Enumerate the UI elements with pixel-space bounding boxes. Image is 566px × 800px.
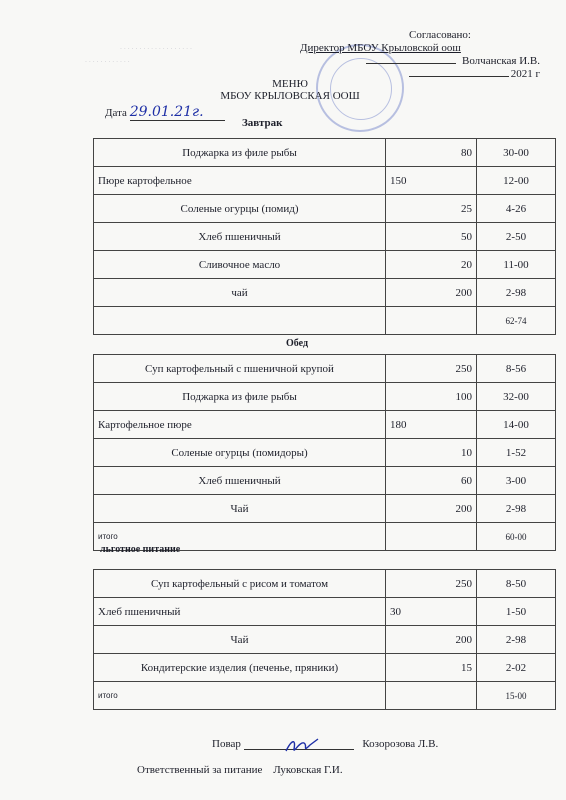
dish-name: чай: [94, 279, 386, 307]
table-row: [94, 467, 556, 495]
table-row: [94, 279, 556, 307]
dish-price: 2-98: [477, 626, 556, 654]
responsible-label: Ответственный за питание: [137, 764, 263, 776]
approval-block: [300, 29, 540, 81]
table-row: [94, 439, 556, 467]
dish-name: Чай: [94, 626, 386, 654]
dish-name: Хлеб пшеничный: [94, 598, 386, 626]
cook-signature-line: [212, 738, 438, 750]
dish-name: Картофельное пюре: [94, 411, 386, 439]
table-row: [94, 167, 556, 195]
dish-qty: 200: [386, 495, 477, 523]
dish-name: Хлеб пшеничный: [94, 467, 386, 495]
table-row: [94, 383, 556, 411]
table-row: [94, 495, 556, 523]
table-row: [94, 223, 556, 251]
approval-director: Директор МБОУ Крыловской оош: [300, 42, 461, 54]
menu-heading: МЕНЮ: [272, 78, 308, 90]
dish-name: Суп картофельный с пшеничной крупой: [94, 355, 386, 383]
dish-qty: 250: [386, 355, 477, 383]
table-row: [94, 355, 556, 383]
dish-price: 2-50: [477, 223, 556, 251]
lunch-title: Обед: [286, 338, 309, 349]
date-line: [105, 104, 225, 121]
table-row: [94, 654, 556, 682]
table-row: [94, 139, 556, 167]
dish-name: Кондитерские изделия (печенье, пряники): [94, 654, 386, 682]
dish-qty: 20: [386, 251, 477, 279]
dish-price: 2-02: [477, 654, 556, 682]
total-label: итого: [94, 523, 386, 551]
approval-year: 2021 г: [300, 68, 540, 81]
dish-price: 4-26: [477, 195, 556, 223]
menu-title: [200, 78, 380, 102]
lunch-table: [93, 354, 556, 551]
total-value: 60-00: [477, 523, 556, 551]
total-row: [94, 307, 556, 335]
dish-qty: 60: [386, 467, 477, 495]
dish-price: 1-50: [477, 598, 556, 626]
dish-qty: 180: [386, 411, 477, 439]
benefit-table: [93, 569, 556, 710]
dish-price: 2-98: [477, 495, 556, 523]
breakfast-title: Завтрак: [242, 117, 283, 129]
dish-name: Соленые огурцы (помидоры): [94, 439, 386, 467]
dish-name: Соленые огурцы (помид): [94, 195, 386, 223]
handwritten-signature-icon: [284, 735, 320, 757]
table-row: [94, 411, 556, 439]
school-name: МБОУ КРЫЛОВСКАЯ ООШ: [220, 90, 360, 102]
dish-name: Пюре картофельное: [94, 167, 386, 195]
approval-agreed: Согласовано:: [409, 29, 471, 41]
dish-name: Поджарка из филе рыбы: [94, 383, 386, 411]
dish-qty: 50: [386, 223, 477, 251]
table-row: [94, 626, 556, 654]
total-label: итого: [94, 682, 386, 710]
dish-price: 14-00: [477, 411, 556, 439]
approval-director-name: Волчанская И.В.: [300, 55, 540, 68]
table-row: [94, 598, 556, 626]
table-row: [94, 570, 556, 598]
dish-qty: 100: [386, 383, 477, 411]
dish-qty: 30: [386, 598, 477, 626]
date-value: 29.01.21г.: [129, 104, 204, 120]
dish-qty: 15: [386, 654, 477, 682]
responsible-name: Луковская Г.И.: [273, 764, 343, 776]
table-row: [94, 195, 556, 223]
dish-price: 2-98: [477, 279, 556, 307]
cook-name: Козорозова Л.В.: [362, 738, 439, 750]
dish-qty: 250: [386, 570, 477, 598]
dish-qty: 10: [386, 439, 477, 467]
dish-price: 32-00: [477, 383, 556, 411]
dish-qty: 80: [386, 139, 477, 167]
dish-price: 12-00: [477, 167, 556, 195]
dish-qty: 200: [386, 279, 477, 307]
dish-qty: 200: [386, 626, 477, 654]
responsible-line: [137, 764, 343, 776]
dish-qty: 25: [386, 195, 477, 223]
total-value: 15-00: [477, 682, 556, 710]
dish-price: 1-52: [477, 439, 556, 467]
dish-name: Чай: [94, 495, 386, 523]
date-label: Дата: [105, 107, 127, 119]
dish-price: 8-50: [477, 570, 556, 598]
total-row: [94, 682, 556, 710]
dish-price: 11-00: [477, 251, 556, 279]
dish-name: Поджарка из филе рыбы: [94, 139, 386, 167]
benefit-title: льготное питание: [100, 544, 181, 555]
dish-name: Суп картофельный с рисом и томатом: [94, 570, 386, 598]
breakfast-table: [93, 138, 556, 335]
dish-price: 3-00: [477, 467, 556, 495]
table-row: [94, 251, 556, 279]
bleed-through-text: . . . . . . . . . . . .: [85, 57, 130, 64]
cook-signature: [244, 749, 354, 750]
dish-price: 8-56: [477, 355, 556, 383]
dish-qty: 150: [386, 167, 477, 195]
dish-price: 30-00: [477, 139, 556, 167]
total-value: 62-74: [477, 307, 556, 335]
bleed-through-text: . . . . . . . . . . . . . . . . . . .: [120, 44, 192, 51]
dish-name: Сливочное масло: [94, 251, 386, 279]
dish-name: Хлеб пшеничный: [94, 223, 386, 251]
cook-label: Повар: [212, 738, 241, 750]
